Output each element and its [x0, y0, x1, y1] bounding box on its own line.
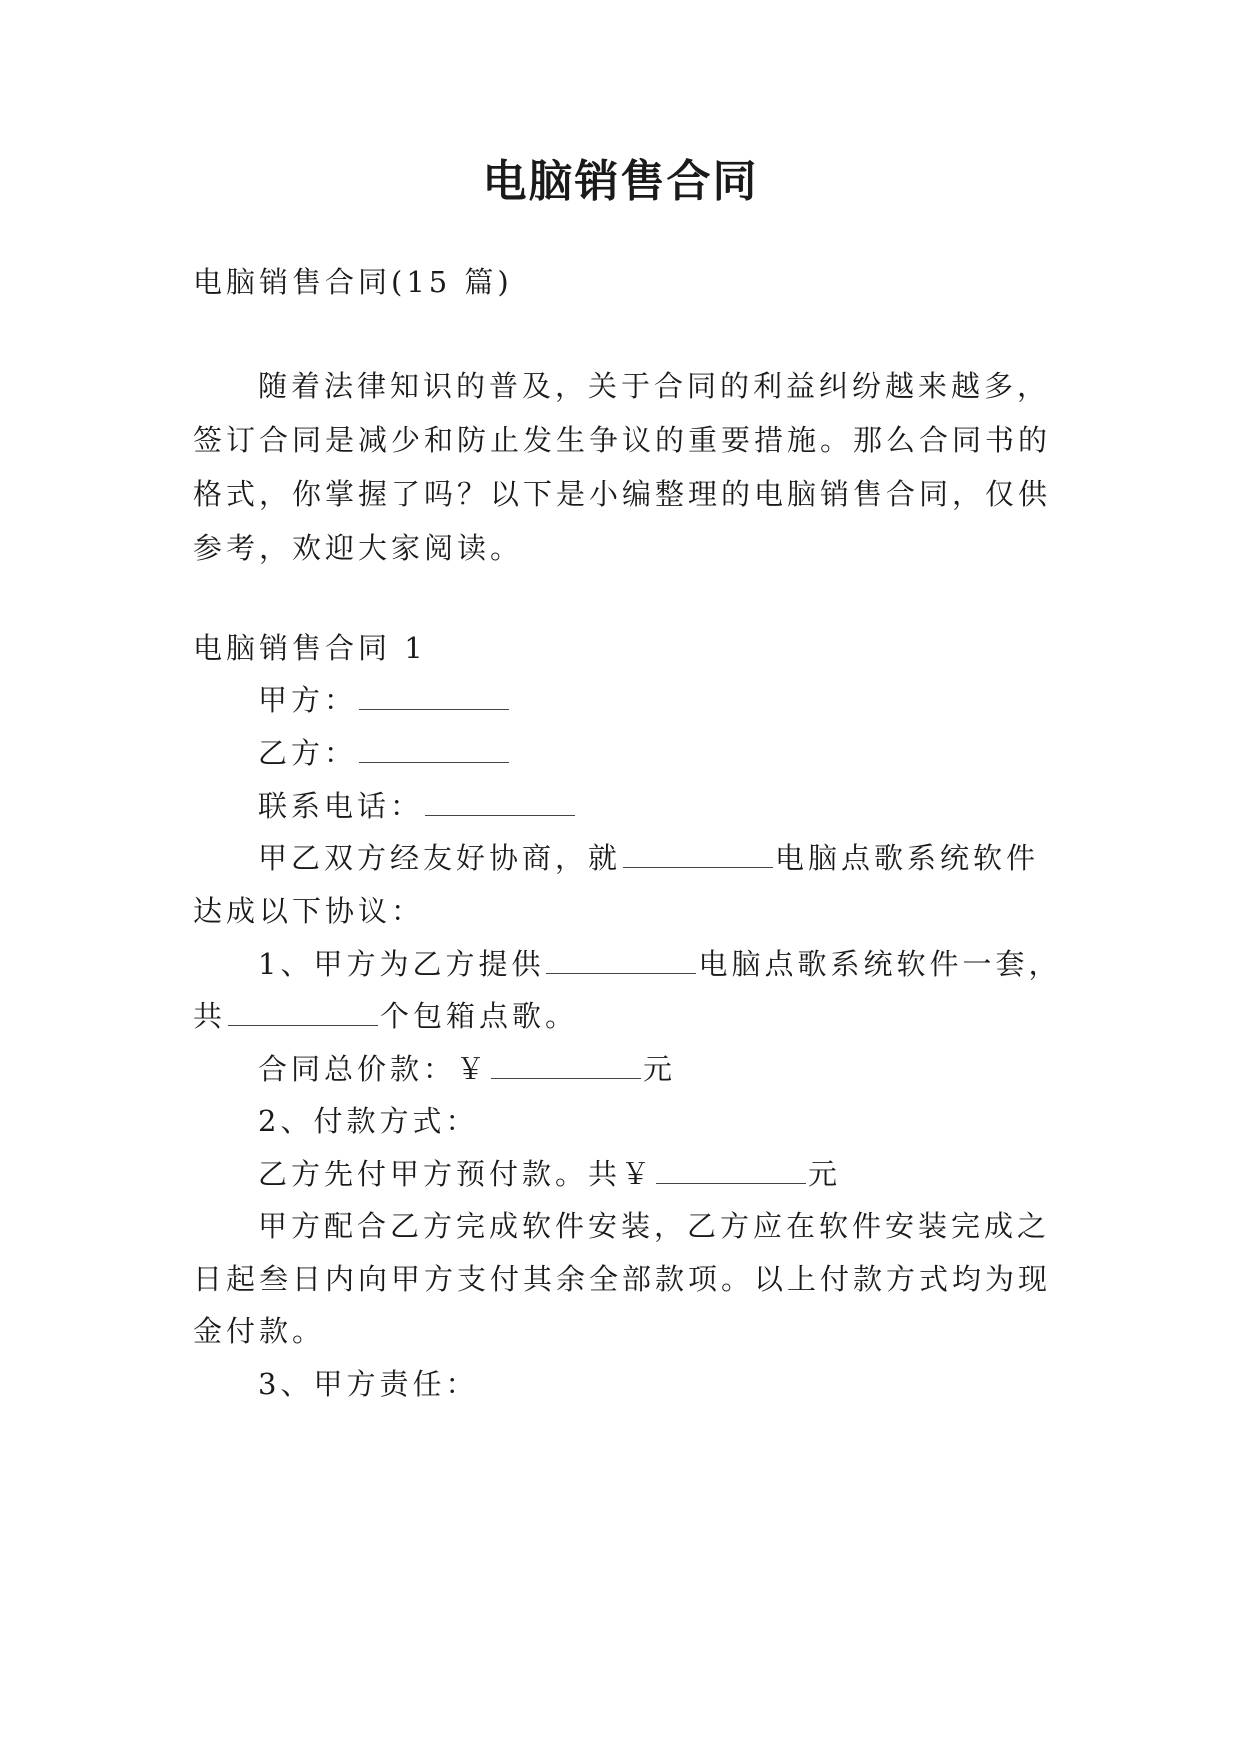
phone-label: 联系电话：	[258, 789, 424, 823]
item1-line-2	[193, 996, 578, 1036]
prepay-post: 元	[808, 1157, 842, 1191]
item1-row	[258, 944, 1061, 984]
intro-line-2: 签订合同是减少和防止发生争议的重要措施。那么合同书的	[193, 423, 1052, 457]
payment-line-3: 金付款。	[193, 1314, 326, 1348]
phone-row	[258, 786, 577, 826]
agreement-line-2: 达成以下协议：	[193, 894, 425, 928]
item1-line2-pre: 共	[193, 999, 227, 1033]
intro-line-1: 随着法律知识的普及，关于合同的利益纠纷越来越多，	[258, 369, 1051, 403]
item1-line2-post: 个包箱点歌。	[380, 999, 579, 1033]
prepay-pre: 乙方先付甲方预付款。共￥	[258, 1157, 655, 1191]
document-title: 电脑销售合同	[482, 156, 759, 207]
intro-line-3: 格式，你掌握了吗？以下是小编整理的电脑销售合同，仅供	[193, 477, 1052, 511]
item1-pre: 1、甲方为乙方提供	[258, 947, 545, 981]
prepay-row	[258, 1154, 841, 1194]
party-b-label: 乙方：	[258, 736, 358, 770]
item3-heading: 3、甲方责任：	[258, 1367, 479, 1401]
party-a-row	[258, 680, 511, 720]
item2-heading: 2、付款方式：	[258, 1104, 479, 1138]
payment-line-2: 日起叁日内向甲方支付其余全部款项。以上付款方式均为现	[193, 1262, 1052, 1296]
agreement-blank	[623, 845, 773, 868]
item1-blank	[546, 951, 696, 974]
document-subtitle: 电脑销售合同(15 篇)	[193, 265, 513, 299]
total-price-post: 元	[643, 1052, 677, 1086]
party-a-blank	[359, 687, 509, 710]
agreement-post: 电脑点歌系统软件	[775, 841, 1040, 875]
phone-blank	[425, 793, 575, 816]
payment-line-1: 甲方配合乙方完成软件安装，乙方应在软件安装完成之	[258, 1209, 1051, 1243]
section-heading: 电脑销售合同 1	[193, 631, 427, 665]
agreement-row	[258, 838, 1039, 878]
agreement-pre: 甲乙双方经友好协商，就	[258, 841, 622, 875]
party-a-label: 甲方：	[258, 683, 358, 717]
total-price-row	[258, 1049, 676, 1089]
total-price-blank	[491, 1056, 641, 1079]
item1-post: 电脑点歌系统软件一套，	[698, 947, 1062, 981]
intro-line-4: 参考，欢迎大家阅读。	[193, 531, 524, 565]
party-b-row	[258, 733, 511, 773]
prepay-blank	[656, 1161, 806, 1184]
party-b-blank	[359, 740, 509, 763]
total-price-pre: 合同总价款：￥	[258, 1052, 490, 1086]
item1-line2-blank	[228, 1003, 378, 1026]
